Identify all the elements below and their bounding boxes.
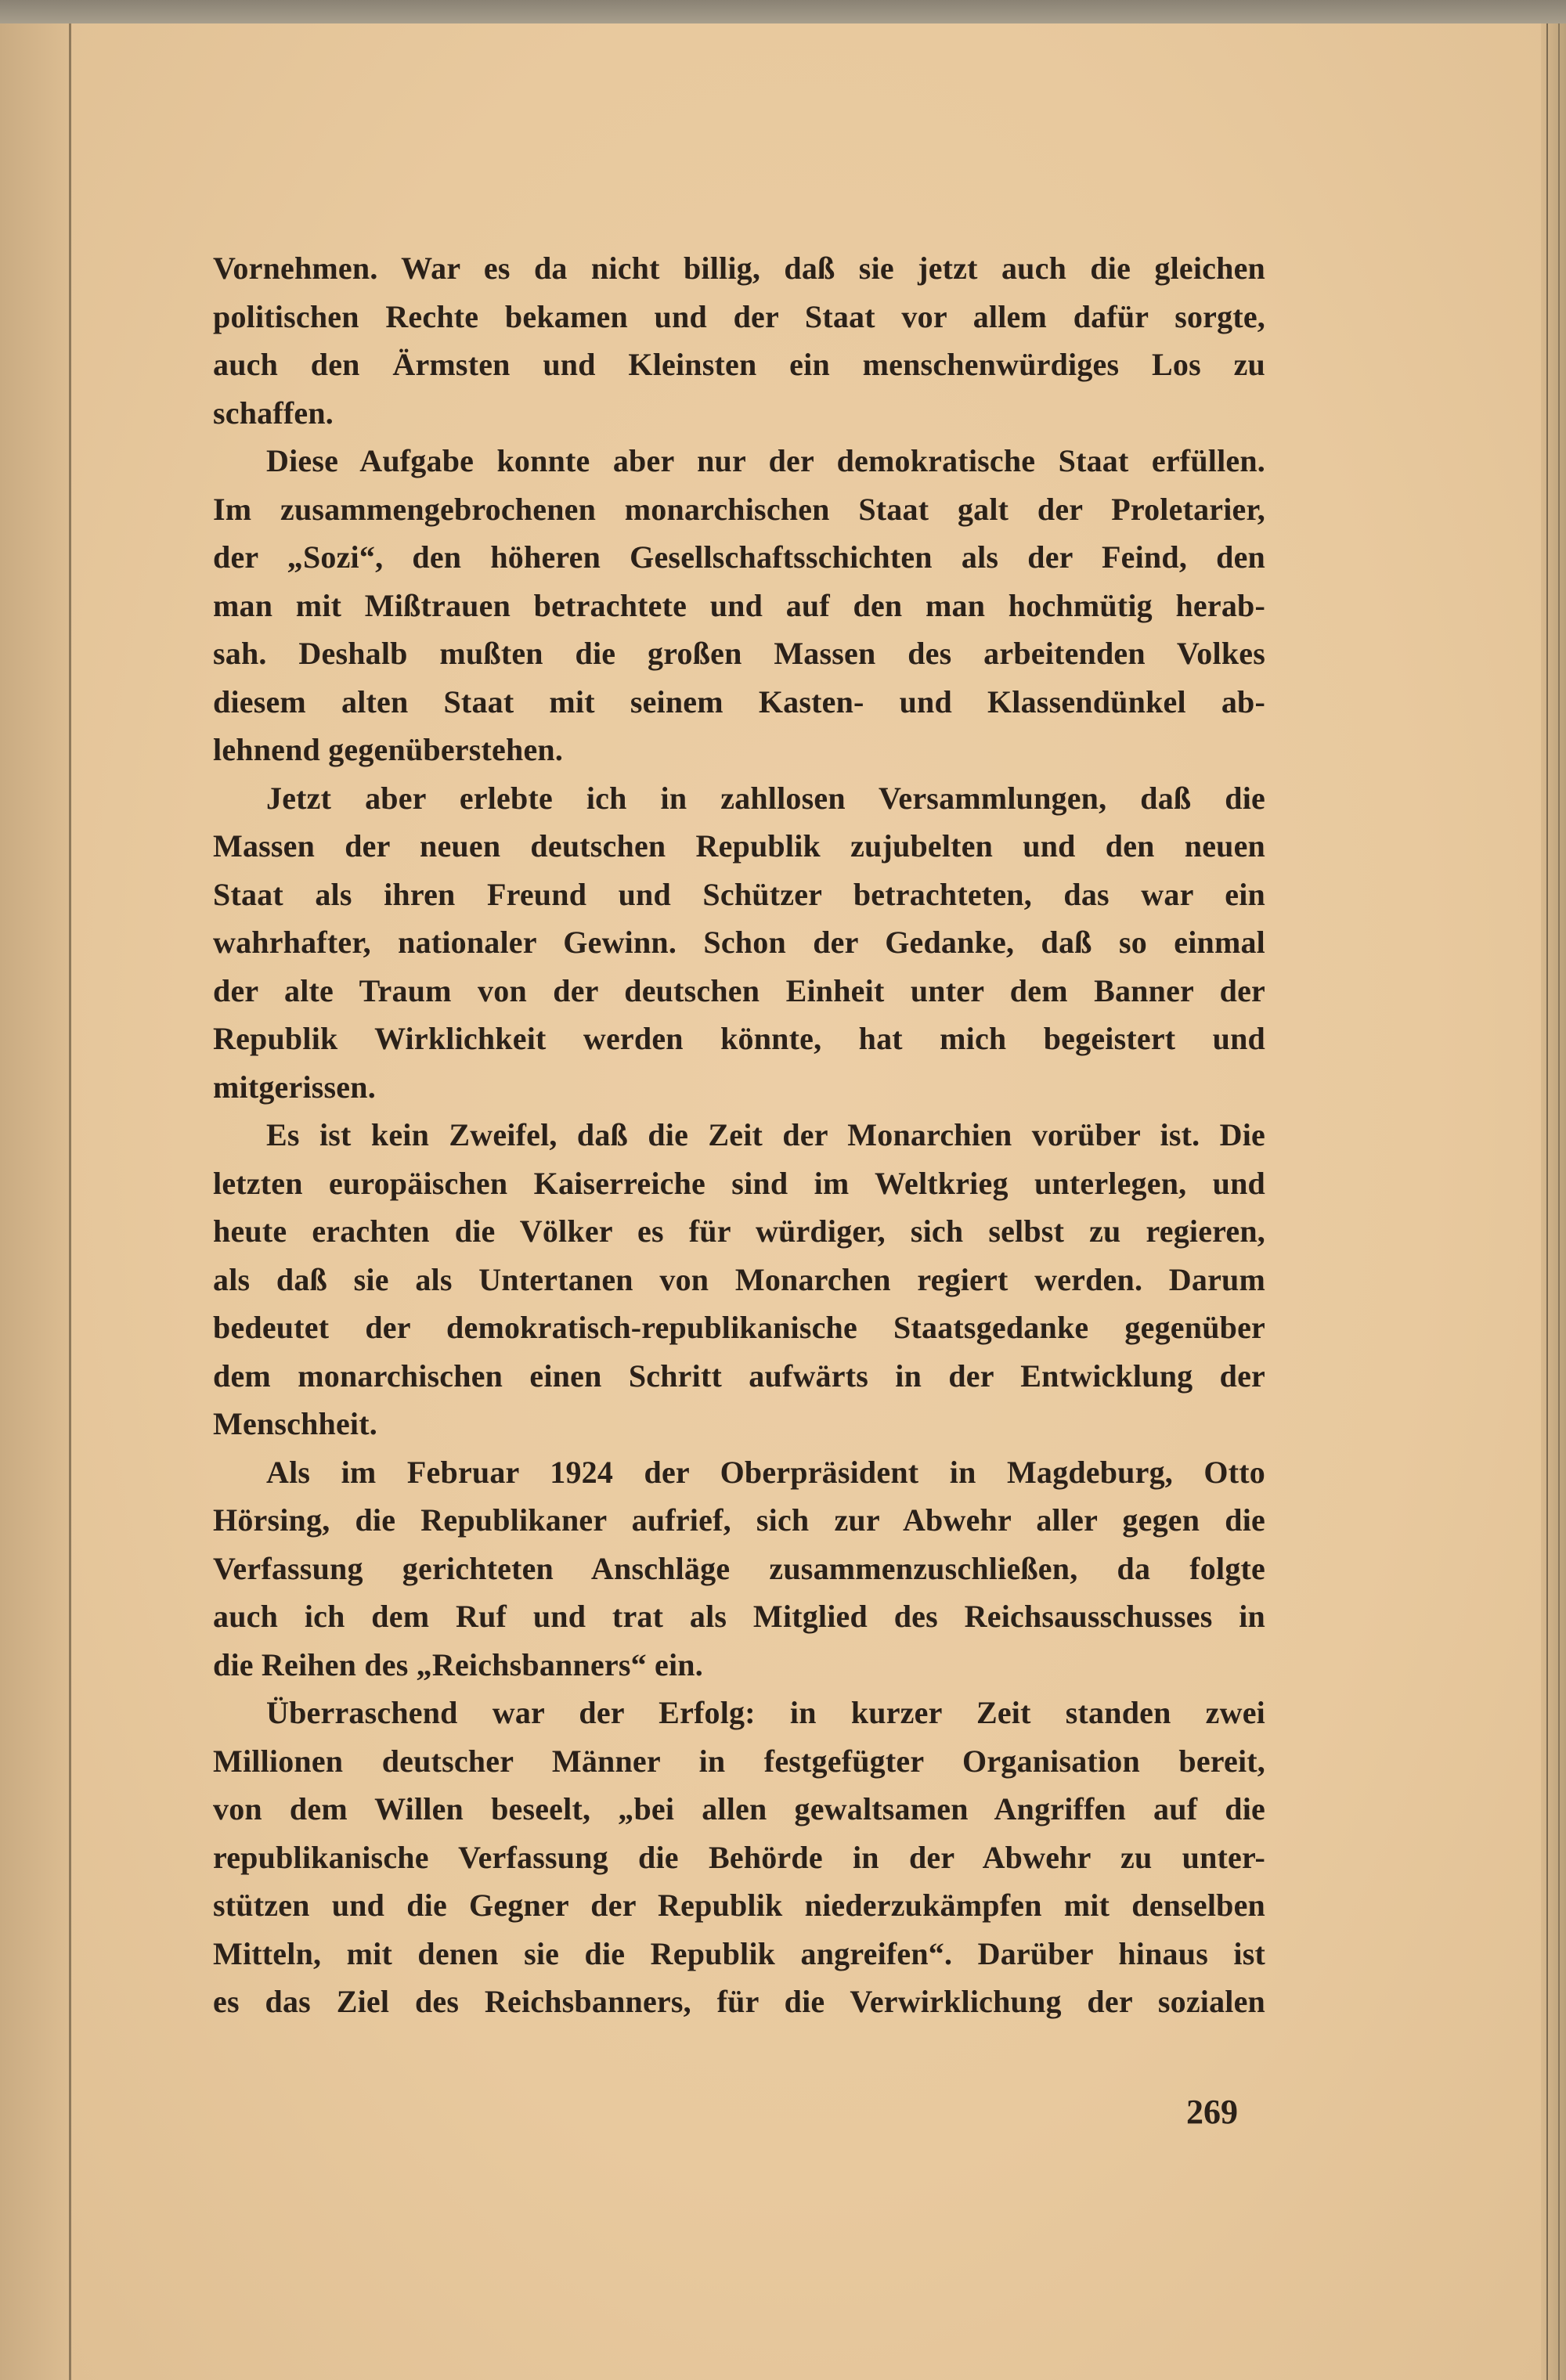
text-line: diesem alten Staat mit seinem Kasten- und Klassendünkel ab- xyxy=(213,683,1265,719)
text-line: Staat als ihren Freund und Schützer betrachteten, das war ein xyxy=(213,876,1265,912)
text-line: bedeutet der demokratisch-republikanische Staatsgedanke gegenüber xyxy=(213,1310,1265,1345)
text-line: letzten europäischen Kaiserreiche sind im Weltkrieg unterlegen, und xyxy=(213,1165,1265,1201)
paragraph xyxy=(213,1689,1265,2026)
text-line: wahrhafter, nationaler Gewinn. Schon der Gedanke, daß so einmal xyxy=(213,925,1265,960)
text-line: heute erachten die Völker es für würdiger, sich selbst zu regieren, xyxy=(213,1213,1265,1249)
page-number: 269 xyxy=(1186,2093,1238,2131)
text-line: Hörsing, die Republikaner aufrief, sich zur Abwehr aller gegen die xyxy=(213,1502,1265,1538)
paragraph xyxy=(213,244,1265,437)
text-line: politischen Rechte bekamen und der Staat vor allem dafür sorgte, xyxy=(213,298,1265,334)
text-line: lehnend gegenüberstehen. xyxy=(213,732,564,767)
text-line: sah. Deshalb mußten die großen Massen des arbeitenden Volkes xyxy=(213,636,1265,671)
text-line: Überraschend war der Erfolg: in kurzer Zeit standen zwei xyxy=(266,1695,1265,1730)
text-line: Mitteln, mit denen sie die Republik angreifen“. Darüber hinaus ist xyxy=(213,1935,1265,1971)
text-line: mitgerissen. xyxy=(213,1069,376,1105)
text-line: dem monarchischen einen Schritt aufwärts in der Entwicklung der xyxy=(213,1358,1265,1394)
scan-top-border xyxy=(0,0,1566,23)
text-line: Vornehmen. War es da nicht billig, daß sie jetzt auch die gleichen xyxy=(213,251,1265,286)
text-line: der alte Traum von der deutschen Einheit unter dem Banner der xyxy=(213,972,1265,1008)
page-right-edge-line xyxy=(1546,23,1548,2380)
page-left-edge-line xyxy=(69,23,71,2380)
paragraph xyxy=(213,437,1265,774)
text-line: Im zusammengebrochenen monarchischen Staat galt der Proletarier, xyxy=(213,491,1265,527)
text-line: Republik Wirklichkeit werden könnte, hat mich begeistert und xyxy=(213,1021,1265,1056)
text-line: Jetzt aber erlebte ich in zahllosen Versammlungen, daß die xyxy=(266,780,1265,816)
book-binding-edge xyxy=(0,23,70,2380)
page-right-edge xyxy=(1541,23,1566,2380)
text-line: republikanische Verfassung die Behörde in der Abwehr zu unter- xyxy=(213,1839,1265,1875)
paragraph xyxy=(213,774,1265,1112)
text-line: die Reihen des „Reichsbanners“ ein. xyxy=(213,1646,703,1682)
text-line: Millionen deutscher Männer in festgefügter Organisation bereit, xyxy=(213,1743,1265,1779)
paragraph xyxy=(213,1111,1265,1448)
text-line: der „Sozi“, den höheren Gesellschaftsschichten als der Feind, den xyxy=(213,539,1265,575)
text-line: Verfassung gerichteten Anschläge zusammenzuschließen, da folgte xyxy=(213,1550,1265,1586)
text-line: Es ist kein Zweifel, daß die Zeit der Monarchien vorüber ist. Die xyxy=(266,1117,1265,1152)
text-line: Als im Februar 1924 der Oberpräsident in Magdeburg, Otto xyxy=(266,1454,1265,1490)
text-line: schaffen. xyxy=(213,395,334,431)
text-line: es das Ziel des Reichsbanners, für die Verwirklichung der sozialen xyxy=(213,1984,1265,2019)
text-line: auch den Ärmsten und Kleinsten ein menschenwürdiges Los zu xyxy=(213,347,1265,382)
text-line: stützen und die Gegner der Republik niederzukämpfen mit denselben xyxy=(213,1888,1265,1923)
text-line: Massen der neuen deutschen Republik zujubelten und den neuen xyxy=(213,828,1265,864)
text-line: als daß sie als Untertanen von Monarchen regiert werden. Darum xyxy=(213,1261,1265,1297)
text-line: auch ich dem Ruf und trat als Mitglied des Reichsausschusses in xyxy=(213,1599,1265,1634)
paragraph xyxy=(213,1448,1265,1689)
text-line: Diese Aufgabe konnte aber nur der demokratische Staat erfüllen. xyxy=(266,443,1265,478)
text-line: von dem Willen beseelt, „bei allen gewaltsamen Angriffen auf die xyxy=(213,1791,1265,1826)
text-line: man mit Mißtrauen betrachtete und auf den man hochmütig herab- xyxy=(213,587,1265,623)
body-text xyxy=(213,244,1265,2026)
page-right-edge-line-outer xyxy=(1558,23,1560,2380)
text-line: Menschheit. xyxy=(213,1406,377,1441)
